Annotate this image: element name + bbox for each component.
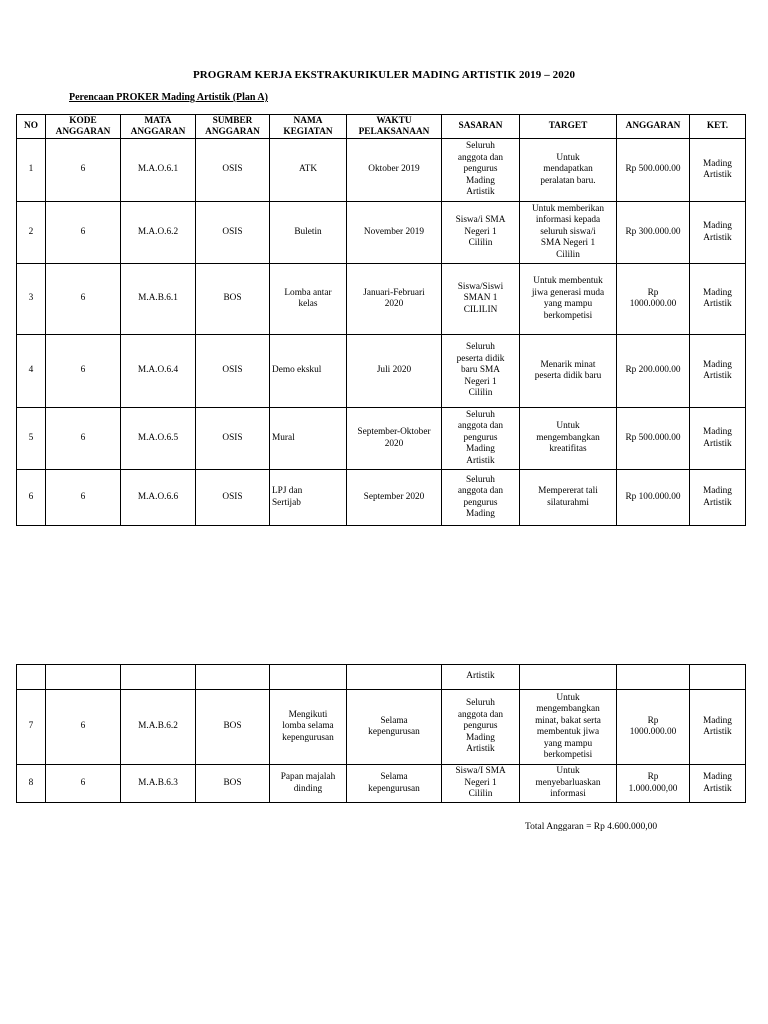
cell-sasaran (442, 470, 520, 526)
cell-line: Mempererat tali (538, 486, 598, 496)
cell-line: Mural (272, 432, 295, 443)
cell-line: Selama (380, 715, 408, 726)
cell-sumber: BOS (196, 690, 270, 765)
cell-line: Menarik minat (540, 359, 596, 370)
cell-line: Mading (703, 158, 732, 169)
cell-line: Seluruh (466, 474, 495, 485)
cell-line: kepengurusan (282, 732, 334, 743)
cell-line: pengurus (463, 164, 498, 175)
cell-line: Januari-Februari (363, 287, 425, 298)
cell-line: Mading (703, 715, 732, 726)
column-header-line: SASARAN (458, 121, 503, 131)
cell-sasaran (442, 264, 520, 335)
cell-line: Artistik (703, 170, 732, 180)
column-header (121, 115, 196, 139)
cell-anggaran (617, 690, 690, 765)
cell-line: Seluruh (466, 342, 495, 353)
cell-nama (270, 408, 347, 470)
cell-waktu (347, 408, 442, 470)
column-header-line: KET. (706, 121, 729, 131)
cell-line: Rp 500.000.00 (625, 164, 681, 175)
column-header-line: NAMA (293, 115, 323, 126)
column-header-line: SUMBER (212, 115, 253, 126)
cell-line: Negeri 1 (464, 777, 497, 788)
cell-anggaran (617, 264, 690, 335)
cell-waktu (347, 335, 442, 408)
cell-kode: 6 (46, 202, 121, 264)
cell-line: Artistik (466, 744, 495, 755)
cell-target (520, 470, 617, 526)
cell-line: SMA Negeri 1 (540, 238, 596, 249)
table-row (17, 765, 746, 803)
cell-kode: 6 (46, 765, 121, 803)
cell-sumber: BOS (196, 765, 270, 803)
cell-line: Artistik (466, 671, 495, 682)
cell-sasaran (442, 202, 520, 264)
cell-line: Cililin (468, 388, 493, 399)
cell-ket (690, 139, 746, 202)
cell-line: informasi (550, 789, 586, 800)
cell-line: Negeri 1 (464, 226, 497, 237)
table-row (17, 408, 746, 470)
cell-mata: M.A.O.6.4 (121, 335, 196, 408)
cell-line: SMAN 1 (463, 293, 498, 304)
cell-line: Mengikuti (288, 709, 328, 720)
cell-target (520, 264, 617, 335)
cell-ket (690, 665, 746, 690)
cell-sasaran (442, 408, 520, 470)
cell-sumber: OSIS (196, 139, 270, 202)
cell-ket (690, 470, 746, 526)
cell-line: Sertijab (272, 497, 301, 508)
cell-line: Cililin (556, 249, 580, 260)
cell-line: Juli 2020 (376, 365, 412, 376)
cell-no: 3 (17, 264, 46, 335)
column-header-line: WAKTU (376, 115, 412, 126)
cell-line: Artistik (703, 783, 732, 794)
column-header-line: KEGIATAN (283, 126, 333, 137)
cell-kode: 6 (46, 264, 121, 335)
cell-line: jiwa generasi muda (531, 287, 605, 298)
cell-line: informasi kepada (535, 215, 601, 226)
cell-line: minat, bakat serta (535, 715, 601, 726)
proker-table (16, 114, 746, 526)
cell-no: 6 (17, 470, 46, 526)
cell-sumber: BOS (196, 264, 270, 335)
cell-line: Papan majalah (280, 772, 336, 782)
cell-line: CILILIN (463, 304, 498, 315)
cell-line: pengurus (463, 432, 498, 443)
cell-line: Artistik (703, 727, 732, 737)
cell-nama (270, 765, 347, 803)
cell-waktu (347, 765, 442, 803)
cell-kode: 6 (46, 470, 121, 526)
cell-line: kepengurusan (368, 783, 420, 794)
cell-line: Oktober 2019 (368, 164, 420, 175)
column-header-line: TARGET (548, 121, 588, 131)
cell-mata: M.A.O.6.6 (121, 470, 196, 526)
cell-line: ATK (298, 164, 318, 175)
cell-mata: M.A.B.6.2 (121, 690, 196, 765)
cell-line: Mading (703, 287, 732, 298)
cell-sasaran (442, 765, 520, 803)
cell-kode: 6 (46, 690, 121, 765)
cell-mata: M.A.O.6.2 (121, 202, 196, 264)
cell-nama (270, 202, 347, 264)
column-header (17, 115, 46, 139)
cell-line: Cililin (468, 789, 493, 800)
cell-line: kepengurusan (368, 727, 420, 737)
cell-waktu (347, 202, 442, 264)
cell-target (520, 408, 617, 470)
cell-line: mengembangkan (536, 704, 600, 714)
column-header-line: NO (24, 121, 38, 131)
table-row (17, 665, 746, 690)
cell-mata: M.A.O.6.1 (121, 139, 196, 202)
document-subtitle: Perencaan PROKER Mading Artistik (Plan A) (69, 92, 268, 103)
column-header (347, 115, 442, 139)
cell-line: Rp 300.000.00 (625, 226, 681, 237)
cell-line: Mading (703, 772, 732, 782)
column-header-line: ANGGARAN (55, 126, 111, 137)
cell-line: kreatifitas (549, 444, 587, 455)
cell-sasaran (442, 690, 520, 765)
cell-nama (270, 470, 347, 526)
column-header-line: KODE (69, 115, 97, 126)
column-header (520, 115, 617, 139)
total-budget: Total Anggaran = Rp 4.600.000,00 (525, 822, 658, 832)
cell-line: peserta didik (456, 353, 505, 364)
cell-nama (270, 139, 347, 202)
cell-sumber: OSIS (196, 335, 270, 408)
cell-line: Untuk (556, 692, 580, 703)
table-row (17, 470, 746, 526)
cell-line: Mading (703, 221, 732, 231)
cell-waktu (347, 690, 442, 765)
cell-line: membentuk jiwa (536, 727, 600, 737)
cell-sumber: OSIS (196, 470, 270, 526)
column-header (46, 115, 121, 139)
cell-anggaran (617, 665, 690, 690)
cell-line: Mading (703, 359, 732, 370)
column-header (690, 115, 746, 139)
cell-nama (270, 665, 347, 690)
cell-anggaran (617, 765, 690, 803)
cell-line: 1000.000.00 (629, 727, 677, 737)
cell-line: Mading (466, 732, 495, 743)
cell-waktu (347, 665, 442, 690)
cell-sumber: OSIS (196, 408, 270, 470)
cell-no: 1 (17, 139, 46, 202)
column-header (617, 115, 690, 139)
column-header-line: PELAKSANAAN (358, 126, 430, 137)
cell-line: peserta didik baru (534, 371, 602, 381)
cell-ket (690, 202, 746, 264)
cell-line: mendapatkan (543, 164, 593, 175)
cell-waktu (347, 264, 442, 335)
cell-line: Cililin (468, 238, 493, 249)
cell-line: Artistik (703, 232, 732, 243)
cell-anggaran (617, 202, 690, 264)
cell-kode: 6 (46, 408, 121, 470)
cell-ket (690, 690, 746, 765)
cell-line: Siswa/Siswi (457, 281, 504, 292)
cell-line: Rp 200.000.00 (625, 365, 681, 376)
cell-line: Mading (466, 509, 495, 519)
cell-line: pengurus (463, 721, 498, 732)
cell-line: Artistik (703, 438, 732, 449)
cell-line: anggota dan (457, 486, 504, 496)
column-header-line: ANGGARAN (205, 126, 260, 137)
cell-anggaran (617, 408, 690, 470)
cell-line: anggota dan (457, 152, 504, 163)
column-header (442, 115, 520, 139)
cell-no (17, 665, 46, 690)
cell-line: Rp 100.000.00 (625, 491, 681, 502)
cell-line: September-Oktober (357, 427, 431, 437)
cell-no: 8 (17, 765, 46, 803)
cell-nama (270, 690, 347, 765)
cell-ket (690, 765, 746, 803)
cell-line: September 2020 (363, 491, 425, 502)
cell-line: Seluruh (466, 409, 495, 420)
cell-nama (270, 335, 347, 408)
cell-anggaran (617, 470, 690, 526)
table-row (17, 264, 746, 335)
cell-anggaran (617, 335, 690, 408)
cell-line: Selama (380, 772, 408, 782)
cell-line: Seluruh (466, 698, 495, 709)
cell-ket (690, 264, 746, 335)
table-row (17, 335, 746, 408)
cell-no: 4 (17, 335, 46, 408)
cell-sasaran (442, 335, 520, 408)
cell-line: baru SMA (461, 365, 500, 376)
cell-line: Seluruh (466, 141, 495, 152)
cell-line: Artistik (466, 187, 495, 198)
cell-line: Untuk memberikan (531, 203, 605, 214)
cell-line: anggota dan (457, 709, 504, 720)
cell-kode: 6 (46, 335, 121, 408)
cell-kode: 6 (46, 139, 121, 202)
cell-line: Mading (703, 427, 732, 437)
cell-no: 2 (17, 202, 46, 264)
cell-target (520, 335, 617, 408)
cell-line: Rp (647, 287, 659, 298)
cell-no: 5 (17, 408, 46, 470)
table-header-row (17, 115, 746, 139)
cell-line: pengurus (463, 497, 498, 508)
cell-line: Mading (466, 444, 495, 455)
cell-line: November 2019 (363, 226, 425, 237)
cell-line: LPJ dan (272, 486, 303, 496)
cell-line: Buletin (294, 226, 322, 237)
cell-target (520, 765, 617, 803)
cell-sasaran (442, 139, 520, 202)
cell-line: Negeri 1 (464, 376, 497, 387)
cell-line: Untuk (556, 421, 580, 432)
document-title: PROGRAM KERJA EKSTRAKURIKULER MADING ARTISTIK 2019 – 2020 (192, 69, 576, 81)
cell-line: Rp (647, 772, 659, 782)
cell-line: Artistik (703, 299, 732, 309)
cell-ket (690, 335, 746, 408)
cell-line: Siswa/i SMA (455, 215, 506, 226)
cell-target (520, 665, 617, 690)
cell-line: Rp (647, 715, 659, 726)
cell-line: Untuk (556, 766, 580, 777)
column-header (196, 115, 270, 139)
table-row (17, 202, 746, 264)
cell-mata: M.A.B.6.3 (121, 765, 196, 803)
cell-line: Untuk (556, 152, 580, 163)
cell-target (520, 690, 617, 765)
cell-line: Demo ekskul (272, 365, 322, 376)
cell-waktu (347, 139, 442, 202)
cell-line: Siswa/I SMA (455, 766, 506, 777)
cell-line: berkompetisi (543, 310, 593, 321)
cell-sumber (196, 665, 270, 690)
cell-line: 1000.000.00 (629, 299, 677, 309)
cell-mata: M.A.B.6.1 (121, 264, 196, 335)
column-header-line: MATA (144, 115, 172, 126)
cell-line: Artistik (703, 497, 732, 508)
cell-line: peralatan baru. (540, 175, 596, 186)
cell-line: berkompetisi (543, 750, 593, 760)
cell-mata (121, 665, 196, 690)
cell-line: menyebarluaskan (535, 777, 601, 788)
cell-line: yang mampu (543, 299, 593, 309)
cell-mata: M.A.O.6.5 (121, 408, 196, 470)
cell-line: 1.000.000,00 (628, 783, 678, 794)
cell-sumber: OSIS (196, 202, 270, 264)
cell-line: lomba selama (282, 721, 334, 732)
cell-line: yang mampu (543, 738, 593, 749)
cell-sasaran (442, 665, 520, 690)
cell-ket (690, 408, 746, 470)
cell-line: seluruh siswa/i (540, 226, 596, 237)
column-header-line: ANGGARAN (625, 121, 681, 131)
cell-line: dinding (293, 783, 323, 794)
cell-line: Lomba antar (284, 287, 332, 298)
cell-line: Rp 500.000.00 (625, 432, 681, 443)
cell-line: kelas (298, 299, 318, 309)
cell-kode (46, 665, 121, 690)
cell-line: Artistik (703, 371, 732, 381)
cell-line: Mading (466, 175, 495, 186)
cell-line: 2020 (384, 299, 404, 309)
column-header-line: ANGGARAN (130, 126, 186, 137)
table-row (17, 139, 746, 202)
cell-target (520, 139, 617, 202)
proker-table-continued (16, 664, 746, 803)
cell-line: 2020 (384, 438, 404, 449)
table-row (17, 690, 746, 765)
cell-anggaran (617, 139, 690, 202)
cell-no: 7 (17, 690, 46, 765)
cell-waktu (347, 470, 442, 526)
cell-target (520, 202, 617, 264)
cell-line: Mading (703, 486, 732, 496)
cell-line: mengembangkan (536, 432, 600, 443)
cell-line: Untuk membentuk (533, 276, 603, 286)
cell-line: Artistik (466, 455, 495, 466)
cell-line: anggota dan (457, 421, 504, 432)
cell-nama (270, 264, 347, 335)
cell-line: silaturahmi (547, 497, 589, 508)
column-header (270, 115, 347, 139)
